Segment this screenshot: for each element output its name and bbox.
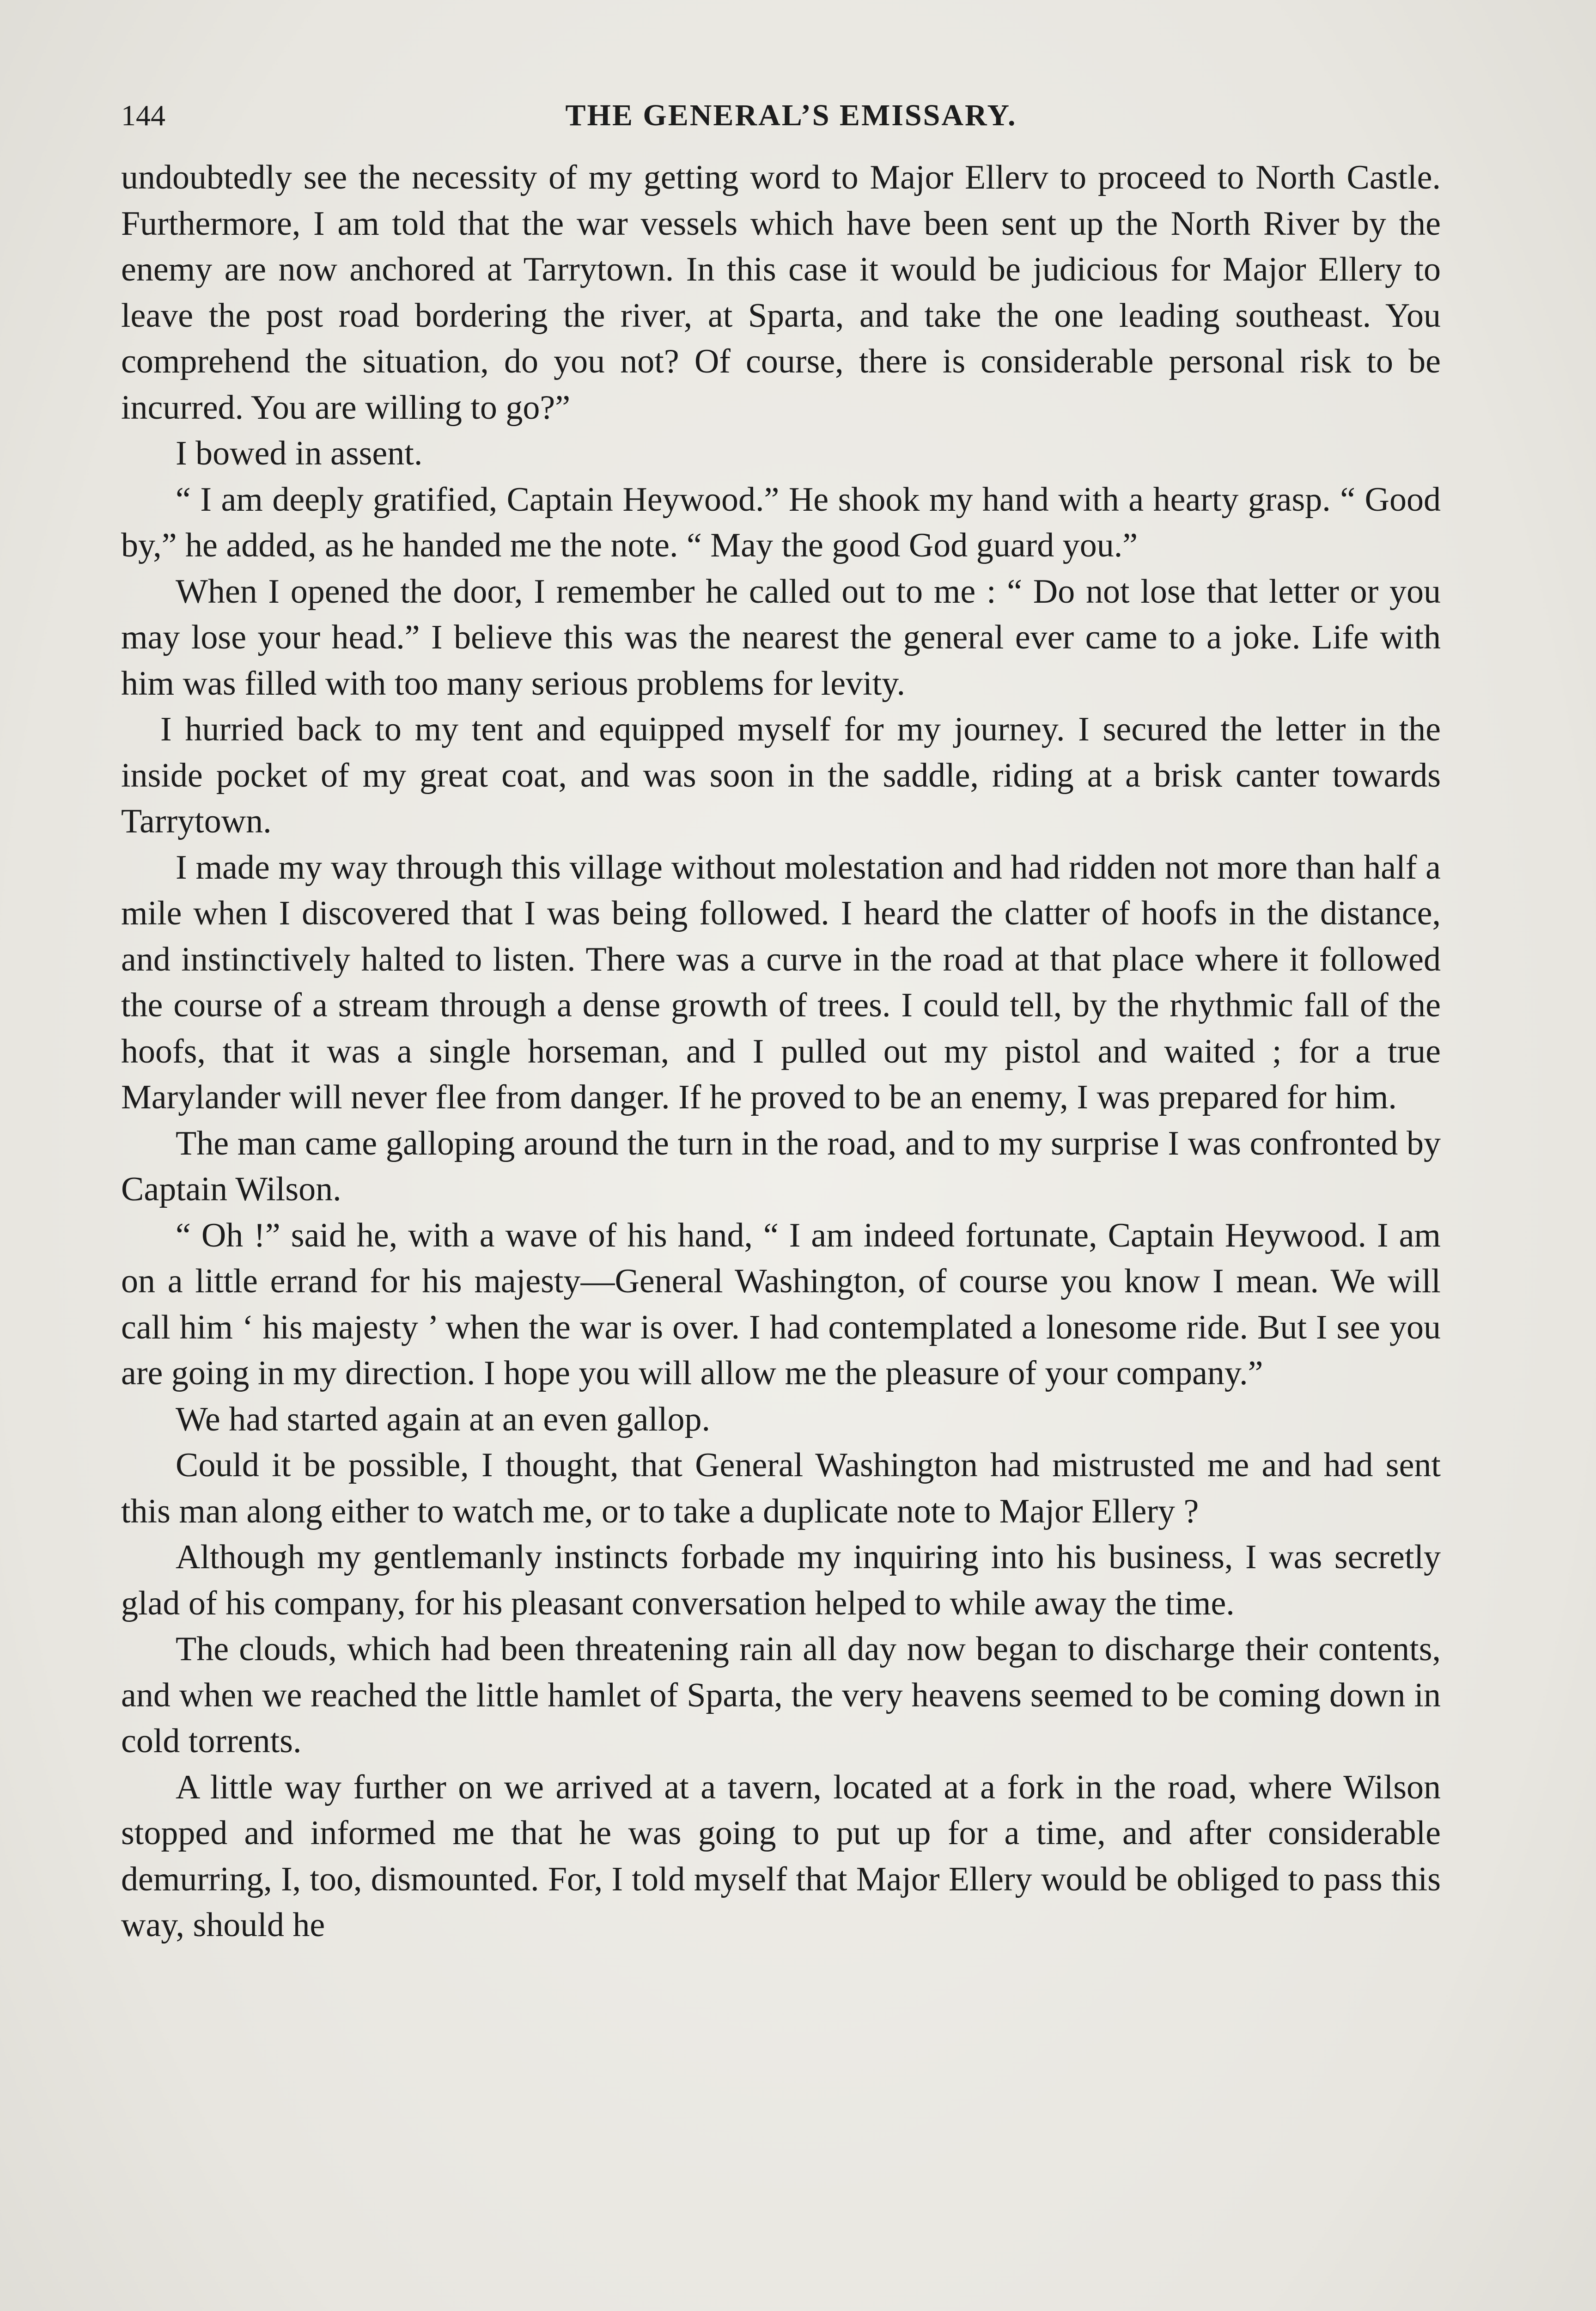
running-head: THE GENERAL’S EMISSARY.	[565, 98, 1017, 132]
paragraph: “ Oh !” said he, with a wave of his hand, “ I am indeed fortunate, Captain Heywood. I am on a little errand for his majesty—General Washington, of course you know I mean. We will call him ‘ his majesty ’ when the war is over. I had contemplated a lonesome ride. But I see you are going in my direction. I hope you will allow me the pleasure of your company.”	[121, 1216, 1441, 1392]
paragraph: Could it be possible, I thought, that General Washington had mistrusted me and had sent this man along either to watch me, or to take a duplicate note to Major Ellery ?	[121, 1446, 1441, 1530]
paragraph: When I opened the door, I remember he called out to me : “ Do not lose that letter or you may lose your head.” I believe this was the nearest the general ever came to a joke. Life with him was filled with too many serious problems for levity.	[121, 572, 1441, 703]
body-text	[121, 155, 1441, 1949]
paragraph: Although my gentlemanly instincts forbade my inquiring into his business, I was secretly glad of his company, for his pleasant conversation helped to while away the time.	[121, 1538, 1441, 1622]
paragraph: A little way further on we arrived at a tavern, located at a fork in the road, where Wilson stopped and informed me that he was going to put up for a time, and after considerable demurring, I, too, dismounted. For, I told myself that Major Ellery would be obliged to pass this way, should he	[121, 1768, 1441, 1944]
paragraph: We had started again at an even gallop.	[176, 1400, 711, 1438]
paragraph: undoubtedly see the necessity of my getting word to Major Ellerv to proceed to North Castle. Furthermore, I am told that the war vessels which have been sent up the North River by the enemy are now anchored at Tarrytown. In this case it would be judicious for Major Ellery to leave the post road bordering the river, at Sparta, and take the one leading southeast. You comprehend the situation, do you not? Of course, there is considerable personal risk to be incurred. You are willing to go?”	[121, 159, 1441, 427]
page-header	[121, 92, 1461, 139]
paragraph: The clouds, which had been threatening rain all day now began to discharge their contents, and when we reached the little hamlet of Sparta, the very heavens seemed to be coming down in cold torrents.	[121, 1630, 1441, 1760]
paragraph: I bowed in assent.	[176, 434, 423, 472]
page-number: 144	[121, 99, 165, 132]
paragraph: The man came galloping around the turn in the road, and to my surprise I was confronted by Captain Wilson.	[121, 1124, 1441, 1208]
paragraph: I hurried back to my tent and equipped myself for my journey. I secured the letter in the inside pocket of my great coat, and was soon in the saddle, riding at a brisk canter towards Tarrytown.	[121, 710, 1441, 840]
paragraph: “ I am deeply gratified, Captain Heywood.” He shook my hand with a hearty grasp. “ Good by,” he added, as he handed me the note. “ May the good God guard you.”	[121, 480, 1441, 564]
paragraph: I made my way through this village without molestation and had ridden not more than half a mile when I discovered that I was being followed. I heard the clatter of hoofs in the distance, and instinctively halted to listen. There was a curve in the road at that place where it followed the course of a stream through a dense growth of trees. I could tell, by the rhythmic fall of the hoofs, that it was a single horseman, and I pulled out my pistol and waited ; for a true Marylander will never flee from danger. If he proved to be an enemy, I was prepared for him.	[121, 848, 1441, 1116]
